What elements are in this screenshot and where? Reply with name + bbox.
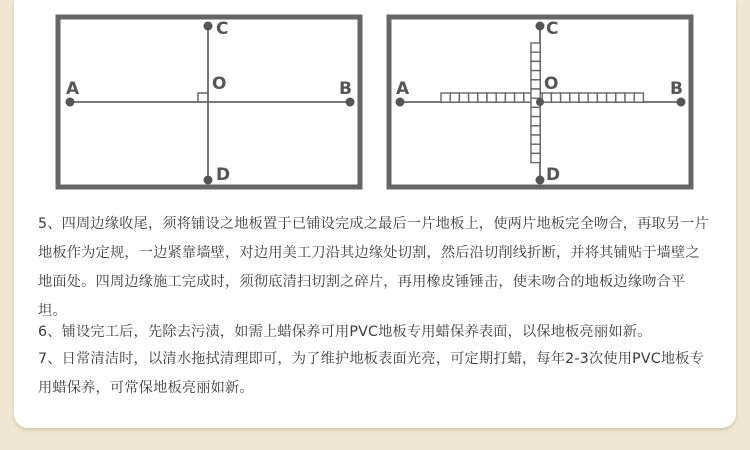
label-b-right: B xyxy=(670,79,683,99)
tile-horizontal xyxy=(607,93,616,102)
label-o-left: O xyxy=(212,74,227,94)
tile-horizontal xyxy=(459,93,468,102)
tile-horizontal xyxy=(570,93,579,102)
instruction-step-6: 6、铺设完工后，先除去污渍，如需上蜡保养可用PVC地板专用蜡保养表面，以保地板亮丽如新。 xyxy=(38,324,652,340)
tile-vertical xyxy=(531,117,540,126)
label-d-left: D xyxy=(216,165,231,185)
point-c-right xyxy=(536,22,545,31)
tile-horizontal xyxy=(579,93,588,102)
tile-vertical xyxy=(531,71,540,80)
tile-horizontal xyxy=(625,93,634,102)
tile-horizontal xyxy=(515,93,524,102)
label-d-right: D xyxy=(546,165,561,185)
tile-horizontal xyxy=(450,93,459,102)
tile-vertical xyxy=(531,135,540,144)
tile-horizontal xyxy=(561,93,570,102)
tile-vertical xyxy=(531,61,540,70)
tile-vertical xyxy=(531,126,540,135)
tile-horizontal xyxy=(551,93,560,102)
tile-horizontal xyxy=(441,93,450,102)
point-d-right xyxy=(536,176,545,185)
label-b-left: B xyxy=(339,79,352,99)
tile-horizontal xyxy=(616,93,625,102)
tile-horizontal xyxy=(505,93,514,102)
tile-vertical xyxy=(531,107,540,116)
tile-vertical xyxy=(531,153,540,162)
tile-horizontal xyxy=(478,93,487,102)
tile-horizontal xyxy=(469,93,478,102)
tile-horizontal xyxy=(487,93,496,102)
instruction-step-7: 7、日常清洁时，以清水拖拭清理即可，为了维护地板表面光亮，可定期打蜡，每年2-3次使用PVC地板专用蜡保养，可常保地板亮丽如新。 xyxy=(38,351,705,396)
tile-horizontal xyxy=(588,93,597,102)
tile-vertical xyxy=(531,80,540,89)
label-c-right: C xyxy=(546,19,559,39)
diagram-right xyxy=(0,0,750,200)
tile-vertical xyxy=(531,52,540,61)
tile-horizontal xyxy=(496,93,505,102)
point-o-right xyxy=(536,98,544,106)
tile-horizontal xyxy=(597,93,606,102)
tile-vertical xyxy=(531,43,540,52)
tile-horizontal xyxy=(634,93,643,102)
tile-vertical xyxy=(531,144,540,153)
tile-vertical xyxy=(531,89,540,98)
label-a-right: A xyxy=(396,79,410,99)
label-c-left: C xyxy=(216,19,229,39)
label-o-right: O xyxy=(544,74,559,94)
label-a-left: A xyxy=(66,79,80,99)
instruction-step-5: 5、四周边缘收尾，须将铺设之地板置于已铺设完成之最后一片地板上，使两片地板完全吻合，再取另一片地板作为定规，一边紧靠墙壁，对边用美工刀沿其边缘处切割，然后沿切削线折断，并将其铺贴于墙壁之地面处。四周边缘施工完成时，须彻底清扫切割之碎片，再用橡皮锤锤击，使未吻合的地板边缘吻合平坦。 xyxy=(38,216,710,319)
